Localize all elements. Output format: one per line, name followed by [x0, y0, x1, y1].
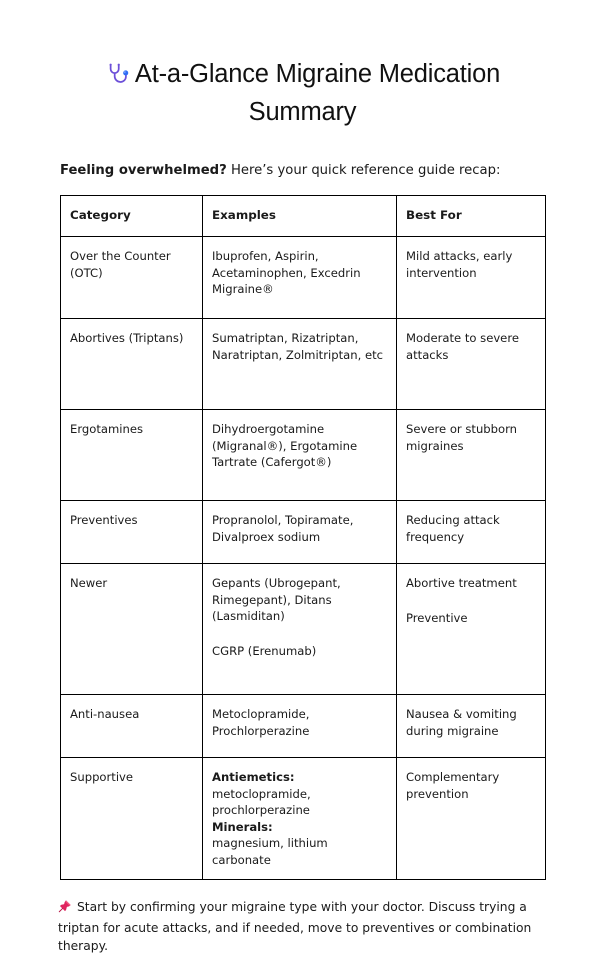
cell-paragraph: Metoclopramide, Prochlorperazine [212, 707, 310, 738]
cell-best-for [397, 695, 546, 758]
cell-category: Newer [61, 564, 203, 695]
cell-examples [203, 758, 397, 880]
cell-paragraph: Abortive treatment [406, 576, 517, 591]
cell-text: metoclopramide, prochlorperazine [212, 786, 311, 818]
subtitle-bold: Feeling overwhelmed? [60, 163, 227, 179]
table-row [61, 319, 546, 410]
stethoscope-icon [105, 64, 129, 92]
cell-best-for [397, 564, 546, 695]
cell-best-for [397, 410, 546, 501]
cell-paragraph: Sumatriptan, Rizatriptan, Naratriptan, Zolmitriptan, etc [212, 331, 383, 362]
cell-paragraph: Propranolol, Topiramate, Divalproex sodium [212, 513, 354, 544]
cell-paragraph: Gepants (Ubrogepant, Rimegepant), Ditans (Lasmiditan) [212, 576, 341, 624]
cell-examples [203, 237, 397, 319]
column-header-category: Category [61, 196, 203, 237]
table-row [61, 564, 546, 695]
cell-examples [203, 410, 397, 501]
cell-best-for [397, 501, 546, 564]
cell-paragraph: Complementary prevention [406, 770, 500, 801]
cell-examples [203, 695, 397, 758]
page-title-text: At-a-Glance Migraine Medication Summary [134, 60, 501, 126]
cell-category: Anti-nausea [61, 695, 203, 758]
title-block [0, 0, 605, 129]
migraine-medication-table [60, 195, 546, 880]
cell-paragraph: Reducing attack frequency [406, 513, 500, 544]
subtitle-rest: Here’s your quick reference guide recap: [226, 163, 501, 179]
table-row [61, 695, 546, 758]
table-row [61, 758, 546, 880]
footer-note [0, 880, 605, 956]
cell-category: Supportive [61, 758, 203, 880]
cell-label: Minerals: [212, 819, 273, 834]
column-header-best-for: Best For [397, 196, 546, 237]
cell-category: Over the Counter (OTC) [61, 237, 203, 319]
table-row [61, 237, 546, 319]
cell-paragraph: Nausea & vomiting during migraine [406, 707, 517, 738]
cell-paragraph [212, 769, 387, 868]
cell-paragraph: Mild attacks, early intervention [406, 249, 513, 280]
cell-label: Antiemetics: [212, 770, 295, 785]
cell-paragraph: Preventive [406, 610, 468, 625]
table-header-row [61, 196, 546, 237]
cell-paragraph: Ibuprofen, Aspirin, Acetaminophen, Excedrin Migraine® [212, 249, 361, 297]
cell-paragraph: CGRP (Erenumab) [212, 643, 317, 658]
table-row [61, 501, 546, 564]
table-body [61, 237, 546, 880]
cell-paragraph: Moderate to severe attacks [406, 331, 519, 362]
column-header-examples: Examples [203, 196, 397, 237]
page-title [60, 58, 545, 129]
cell-best-for [397, 758, 546, 880]
cell-category: Preventives [61, 501, 203, 564]
cell-examples [203, 564, 397, 695]
table-row [61, 410, 546, 501]
pushpin-icon [58, 902, 72, 916]
cell-text: magnesium, lithium carbonate [212, 836, 328, 867]
cell-best-for [397, 237, 546, 319]
cell-category: Ergotamines [61, 410, 203, 501]
table-container [0, 195, 605, 880]
cell-category: Abortives (Triptans) [61, 319, 203, 410]
cell-best-for [397, 319, 546, 410]
subtitle [0, 129, 605, 180]
footer-note-text: Start by confirming your migraine type with your doctor. Discuss trying a triptan for acute attacks, and if needed, move to preventives or combination therapy. [58, 900, 532, 954]
cell-examples [203, 501, 397, 564]
table-head [61, 196, 546, 237]
cell-paragraph: Severe or stubborn migraines [406, 422, 518, 453]
cell-paragraph: Dihydroergotamine (Migranal®), Ergotamine Tartrate (Cafergot®) [212, 422, 358, 470]
cell-examples [203, 319, 397, 410]
